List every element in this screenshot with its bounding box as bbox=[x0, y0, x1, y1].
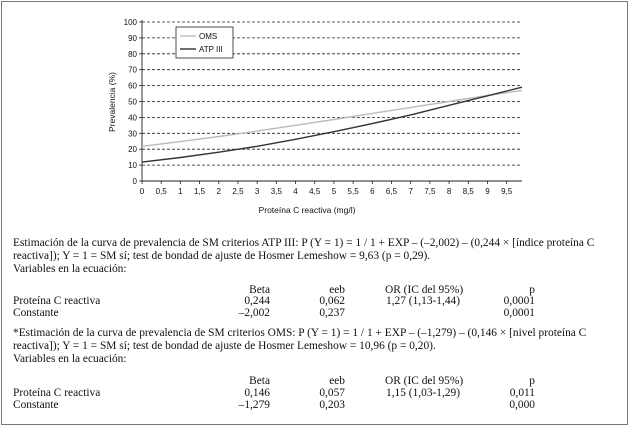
t2-row1-beta: 0,146 bbox=[244, 387, 270, 399]
legend-label-1: ATP III bbox=[199, 45, 223, 54]
t1-row2-name: Constante bbox=[13, 307, 59, 319]
t1-row1-p: 0,0001 bbox=[503, 295, 535, 307]
y-tick-label: 90 bbox=[128, 33, 137, 43]
x-tick-label: 6 bbox=[370, 187, 375, 196]
t2-row1-or: 1,15 (1,03-1,29) bbox=[386, 387, 461, 399]
atp-estimation-text: Estimación de la curva de prevalencia de SM criterios ATP III: P (Y = 1) = 1 / 1 + EXP – (–2,002) – (0,244 × [índice proteína C reactiva]); Y = 1 = SM sí; test de bondad de ajuste de Hosmer Lemeshow = 9,63 (p = 0,29). bbox=[13, 237, 595, 262]
x-tick-label: 8,5 bbox=[462, 187, 474, 196]
x-tick-label: 5 bbox=[331, 187, 337, 196]
t1-row2-beta: –2,002 bbox=[238, 307, 270, 319]
y-tick-label: 0 bbox=[132, 177, 137, 186]
x-tick-label: 1 bbox=[178, 187, 183, 196]
t1-row1-name: Proteína C reactiva bbox=[13, 295, 101, 307]
t2-row2-eeb: 0,203 bbox=[319, 399, 345, 411]
series-line-0 bbox=[142, 90, 522, 146]
oms-estimation-text: *Estimación de la curva de prevalencia de SM criterios OMS: P (Y = 1) = 1 / 1 + EXP – (–1,279) – (0,146 × [nivel proteína C reactiva]); Y = 1 = SM sí; test de bondad de ajuste de Hosmer Lemeshow = 10,96 (p = 0,20). bbox=[13, 327, 587, 352]
t2-row1-eeb: 0,057 bbox=[319, 387, 345, 399]
t2-header-or: OR (IC del 95%) bbox=[385, 375, 464, 387]
x-tick-label: 0,5 bbox=[155, 187, 167, 196]
t2-header-p: p bbox=[529, 375, 535, 387]
t1-row1-or: 1,27 (1,13-1,44) bbox=[386, 295, 461, 307]
t2-row2-p: 0,000 bbox=[509, 399, 535, 411]
x-tick-label: 5,5 bbox=[347, 187, 359, 196]
x-tick-label: 0 bbox=[139, 187, 145, 196]
x-tick-label: 3,5 bbox=[270, 187, 282, 196]
x-tick-label: 4 bbox=[293, 187, 298, 196]
t2-header-eeb: eeb bbox=[329, 375, 345, 387]
x-tick-label: 9 bbox=[485, 187, 490, 196]
legend-label-0: OMS bbox=[199, 32, 218, 41]
series-lines bbox=[142, 87, 522, 162]
y-tick-label: 30 bbox=[128, 129, 137, 139]
t1-row1-beta: 0,244 bbox=[244, 295, 270, 307]
t2-row2-name: Constante bbox=[13, 399, 59, 411]
x-tick-label: 2 bbox=[216, 187, 221, 196]
t1-header-p: p bbox=[529, 284, 535, 296]
x-tick-label: 4,5 bbox=[309, 187, 321, 196]
t2-row1-p: 0,011 bbox=[509, 387, 535, 399]
t1-header-beta: Beta bbox=[249, 284, 270, 296]
y-tick-label: 50 bbox=[128, 97, 137, 107]
x-axis-label: Proteína C reactiva (mg/l) bbox=[258, 205, 356, 215]
y-tick-label: 10 bbox=[128, 161, 137, 171]
t1-header-eeb: eeb bbox=[329, 284, 345, 296]
y-tick-label: 40 bbox=[128, 113, 137, 123]
legend bbox=[176, 27, 233, 58]
x-tick-label: 6,5 bbox=[385, 187, 398, 196]
x-tick-label: 7,5 bbox=[424, 187, 436, 196]
t2-header-beta: Beta bbox=[249, 375, 270, 387]
variables-label-1: Variables en la ecuación: bbox=[13, 263, 127, 275]
x-tick-label: 7 bbox=[408, 187, 413, 196]
t1-row2-eeb: 0,237 bbox=[319, 307, 345, 319]
y-axis-label: Prevalencia (%) bbox=[107, 72, 117, 132]
t1-row2-p: 0,0001 bbox=[503, 307, 535, 319]
t2-row2-beta: –1,279 bbox=[238, 399, 270, 411]
y-tick-label: 60 bbox=[128, 81, 137, 91]
x-tick-label: 8 bbox=[446, 187, 452, 196]
y-tick-label: 100 bbox=[123, 18, 137, 27]
t1-header-or: OR (IC del 95%) bbox=[385, 284, 464, 296]
y-tick-label: 20 bbox=[128, 145, 137, 155]
x-tick-label: 3 bbox=[254, 187, 260, 196]
x-tick-label: 9,5 bbox=[501, 187, 513, 196]
y-tick-label: 80 bbox=[128, 49, 137, 59]
variables-label-2: Variables en la ecuación: bbox=[13, 353, 127, 365]
t2-row1-name: Proteína C reactiva bbox=[13, 387, 101, 399]
t1-row1-eeb: 0,062 bbox=[319, 295, 345, 307]
x-tick-label: 2,5 bbox=[232, 187, 244, 196]
y-tick-label: 70 bbox=[128, 65, 137, 75]
x-tick-label: 1,5 bbox=[194, 187, 206, 196]
